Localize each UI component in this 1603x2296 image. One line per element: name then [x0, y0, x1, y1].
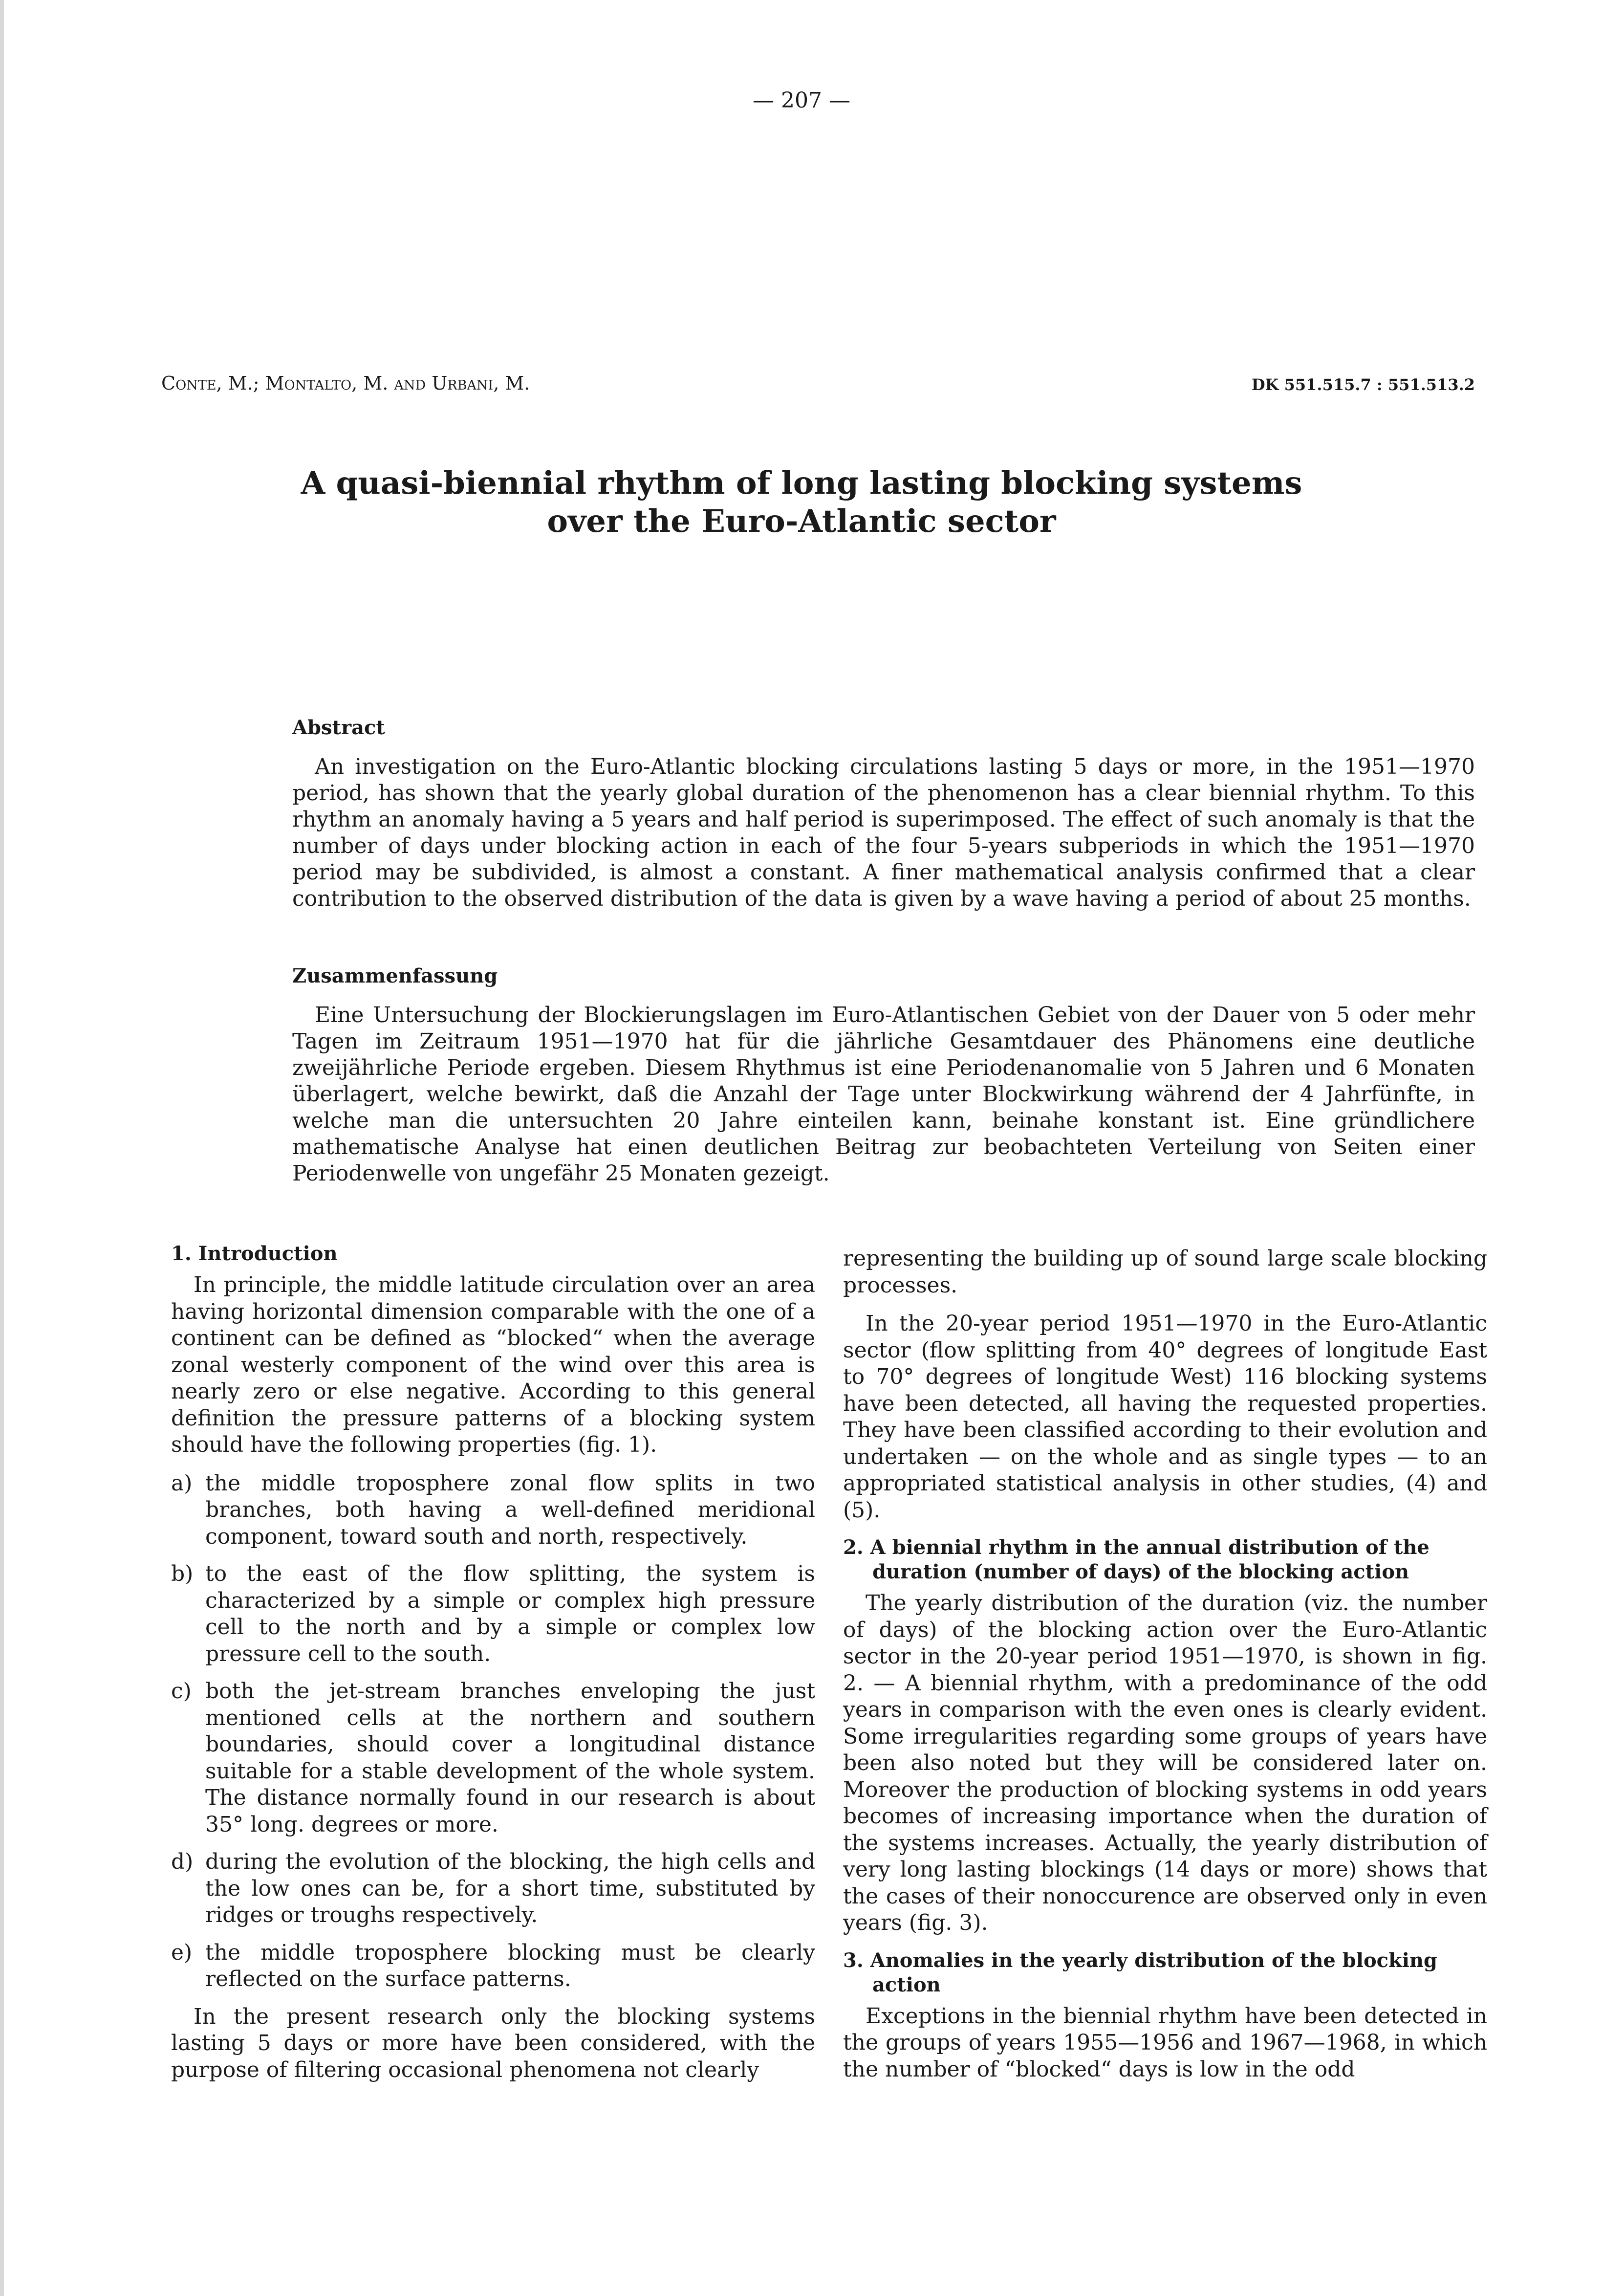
page-number: — 207 — — [753, 88, 850, 113]
list-item — [171, 1561, 815, 1667]
abstract-text: An investigation on the Euro-Atlantic blocking circulations lasting 5 days or more, in the 1951—1970 period, has shown that the yearly global duration of the phenomenon has a clear biennial rhythm. To this rhythm an anomaly having a 5 years and half period is superimposed. The effect of such anomaly is that the number of days under blocking action in each of the four 5-years subperiods in which the 1951—1970 period may be subdivided, is almost a constant. A finer mathematical analysis confirmed that a clear contribution to the observed distribution of the data is given by a wave having a period of about 25 months. — [292, 754, 1475, 911]
intro-paragraph-3: In the 20-year period 1951—1970 in the Euro-Atlantic sector (flow splitting from 40° degrees of longitude East to 70° degrees of longitude West) 116 blocking systems have been detected, all having the requested properties. They have been classified according to their evolution and undertaken — on the whole and as single types — to an appropriated statistical analysis in other studies, (4) and (5). — [843, 1311, 1487, 1523]
zusammenfassung-section — [292, 963, 1475, 1187]
paper-title — [0, 464, 1603, 541]
section-2-paragraph: The yearly distribution of the duration (viz. the number of days) of the blocking action over the Euro-Atlantic sector in the 20-year period 1951—1970, is shown in fig. 2. — A biennial rhythm, with a predominance of the odd years in comparison with the even ones is clearly evident. Some irregularities regarding some groups of years have been also noted but they will be considered later on. Moreover the production of blocking systems in odd years becomes of increasing importance when the duration of the systems increases. Actually, the yearly distribution of very long lasting blockings (14 days or more) shows that the cases of their nonoccurence are observed only in even years (fig. 3). — [843, 1591, 1487, 1935]
left-column — [171, 1242, 815, 2095]
section-3-paragraph: Exceptions in the biennial rhythm have been detected in the groups of years 1955—1956 and 1967—1968, in which the number of “blocked“ days is low in the odd — [843, 2003, 1487, 2082]
list-item — [171, 1849, 815, 1929]
list-text: both the jet-stream branches enveloping the just mentioned cells at the northern and southern boundaries, should cover a longitudinal distance suitable for a stable development of the whole system. The distance normally found in our research is about 35° long. degrees or more. — [205, 1679, 815, 1837]
list-label: a) — [171, 1470, 193, 1496]
zusammenfassung-heading: Zusammenfassung — [292, 964, 498, 987]
list-item — [171, 1940, 815, 1993]
scan-edge — [0, 0, 4, 2296]
list-item — [171, 1678, 815, 1838]
dk-classification: DK 551.515.7 : 551.513.2 — [1251, 375, 1475, 394]
abstract-section — [292, 715, 1475, 912]
abstract-heading: Abstract — [292, 716, 385, 739]
right-column — [843, 1246, 1487, 2095]
zusammenfassung-text: Eine Untersuchung der Blockierungslagen im Euro-Atlantischen Gebiet von der Dauer von 5 oder mehr Tagen im Zeitraum 1951—1970 hat für die jährliche Gesamtdauer des Phänomens eine deutliche zweijährliche Periode ergeben. Diesem Rhythmus ist eine Periodenanomalie von 5 Jahren und 6 Monaten überlagert, welche bewirkt, daß die Anzahl der Tage unter Blockwirkung während der 4 Jahrfünfte, in welche man die untersuchten 20 Jahre einteilen kann, beinahe konstant ist. Eine gründlichere mathematische Analyse hat einen deutlichen Beitrag zur beobachteten Verteilung von Seiten einer Periodenwelle von ungefähr 25 Monaten gezeigt. — [292, 1003, 1475, 1186]
intro-paragraph-2: In the present research only the blocking systems lasting 5 days or more have been considered, with the purpose of filtering occasional phenomena not clearly — [171, 2004, 815, 2082]
list-label: c) — [171, 1679, 192, 1704]
list-label: b) — [171, 1561, 194, 1586]
intro-paragraph-1: In principle, the middle latitude circulation over an area having horizontal dimension comparable with the one of a continent can be defined as “blocked“ when the average zonal westerly component of the wind over this area is nearly zero or else negative. According to this general definition the pressure patterns of a blocking system should have the following properties (fig. 1). — [171, 1272, 815, 1457]
list-item — [171, 1470, 815, 1551]
authors: Conte, M.; Montalto, M. and Urbani, M. — [161, 372, 530, 394]
list-label: d) — [171, 1849, 194, 1874]
section-1-heading: 1. Introduction — [171, 1242, 338, 1265]
section-2-heading: 2. A biennial rhythm in the annual distribution of the duration (number of days) of the blocking action — [843, 1536, 1430, 1583]
properties-list — [171, 1470, 815, 1993]
title-line-2: over the Euro-Atlantic sector — [547, 503, 1056, 540]
intro-paragraph-2-continued: representing the building up of sound large scale blocking processes. — [843, 1246, 1487, 1298]
list-text: during the evolution of the blocking, the high cells and the low ones can be, for a short time, substituted by ridges or troughs respectively. — [205, 1849, 815, 1927]
list-text: the middle troposphere zonal flow splits in two branches, both having a well-defined meridional component, toward south and north, respectively. — [205, 1470, 815, 1549]
list-text: to the east of the flow splitting, the system is characterized by a simple or complex high pressure cell to the north and by a simple or complex low pressure cell to the south. — [205, 1561, 815, 1666]
title-line-1: A quasi-biennial rhythm of long lasting blocking systems — [301, 465, 1302, 502]
list-label: e) — [171, 1940, 193, 1965]
list-text: the middle troposphere blocking must be clearly reflected on the surface patterns. — [205, 1940, 815, 1991]
section-3-heading: 3. Anomalies in the yearly distribution of the blocking action — [843, 1948, 1437, 1996]
